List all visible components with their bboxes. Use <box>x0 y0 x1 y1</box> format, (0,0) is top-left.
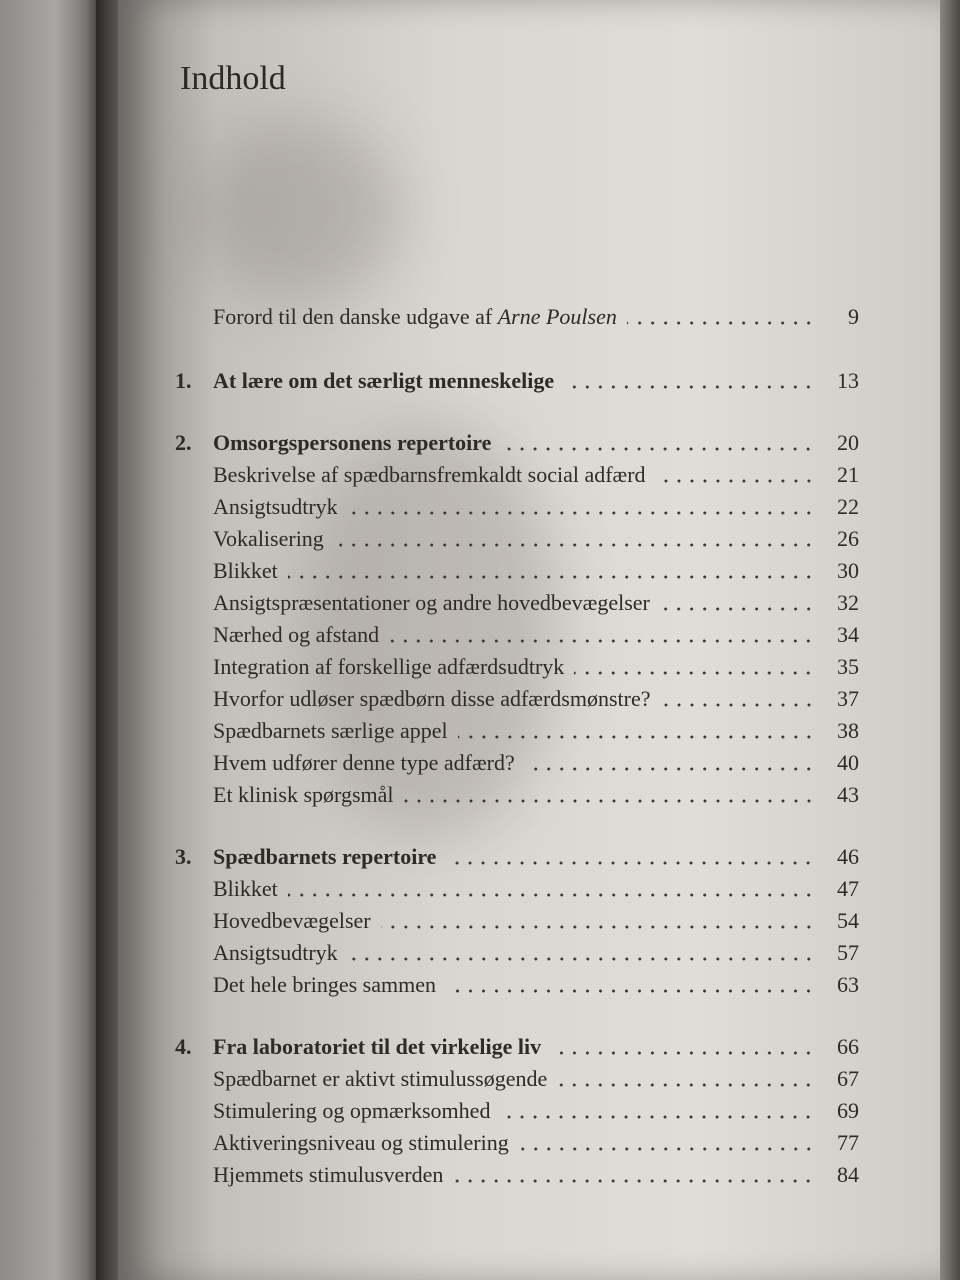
entry-title: Integration af forskellige adfærdsudtryk <box>213 654 565 679</box>
dot-leader <box>288 892 815 898</box>
entry-title: Ansigtsudtryk <box>213 940 338 965</box>
page-number: 38 <box>837 718 859 743</box>
toc-entry <box>213 684 859 714</box>
entry-title: Aktiveringsniveau og stimulering <box>213 1130 509 1155</box>
page-number: 21 <box>837 462 859 487</box>
toc-entry <box>213 302 859 332</box>
entry-title: Forord til den danske udgave af Arne Poulsen <box>213 304 617 329</box>
entry-title: Hvorfor udløser spædbørn disse adfærdsmønstre? <box>213 686 651 711</box>
entry-title: Ansigtsudtryk <box>213 494 338 519</box>
dot-leader <box>446 988 815 994</box>
dot-leader <box>453 1178 815 1184</box>
toc-entry <box>213 588 859 618</box>
entry-title: Hjemmets stimulusverden <box>213 1162 444 1187</box>
dot-leader <box>348 956 815 962</box>
page-number: 37 <box>837 686 859 711</box>
toc-entry <box>213 492 859 522</box>
entry-title: Spædbarnets repertoire <box>213 844 437 869</box>
dot-leader <box>656 478 815 484</box>
dot-leader <box>627 320 815 326</box>
page-number: 32 <box>837 590 859 615</box>
toc-entry <box>213 460 859 490</box>
page-number: 40 <box>837 750 859 775</box>
page-number: 47 <box>837 876 859 901</box>
dot-leader <box>288 574 815 580</box>
chapter-number: 3. <box>175 844 192 869</box>
dot-leader <box>525 766 815 772</box>
dot-leader <box>519 1146 815 1152</box>
dot-leader <box>404 798 816 804</box>
chapter-number: 4. <box>175 1034 192 1059</box>
dot-leader <box>389 638 815 644</box>
toc-entry <box>213 906 859 936</box>
page-number: 22 <box>837 494 859 519</box>
entry-title: Spædbarnets særlige appel <box>213 718 448 743</box>
page-number: 67 <box>837 1066 859 1091</box>
page-number: 30 <box>837 558 859 583</box>
toc-entry <box>213 716 859 746</box>
dot-leader <box>500 1114 815 1120</box>
page-number: 34 <box>837 622 859 647</box>
page-number: 13 <box>837 368 859 393</box>
page-number: 54 <box>837 908 859 933</box>
page-number: 66 <box>837 1034 859 1059</box>
page-number: 84 <box>837 1162 859 1187</box>
entry-title: Et klinisk spørgsmål <box>213 782 394 807</box>
dot-leader <box>564 384 815 390</box>
entry-title: Hovedbevægelser <box>213 908 371 933</box>
dot-leader <box>348 510 815 516</box>
chapter-number: 2. <box>175 430 192 455</box>
entry-title: Fra laboratoriet til det virkelige liv <box>213 1034 542 1059</box>
toc-entry <box>213 1096 859 1126</box>
entry-title: At lære om det særligt menneskelige <box>213 368 555 393</box>
toc-entry <box>213 1160 859 1190</box>
dot-leader <box>381 924 815 930</box>
dot-leader <box>574 670 815 676</box>
toc-entry <box>213 970 859 1000</box>
entry-title: Det hele bringes sammen <box>213 972 436 997</box>
toc-entry <box>213 524 859 554</box>
page-title: Indhold <box>180 60 286 97</box>
page-number: 26 <box>837 526 859 551</box>
toc-chapter <box>175 366 859 396</box>
toc-entry <box>213 780 859 810</box>
entry-title: Spædbarnet er aktivt stimulussøgende <box>213 1066 548 1091</box>
dot-leader <box>661 702 816 708</box>
entry-title: Vokalisering <box>213 526 324 551</box>
page-number: 77 <box>837 1130 859 1155</box>
page-number: 20 <box>837 430 859 455</box>
toc-entry <box>213 556 859 586</box>
entry-title: Stimulering og opmærksomhed <box>213 1098 491 1123</box>
dot-leader <box>334 542 815 548</box>
entry-title: Ansigtspræsentationer og andre hovedbevægelser <box>213 590 650 615</box>
entry-title: Hvem udfører denne type adfærd? <box>213 750 515 775</box>
dot-leader <box>458 734 815 740</box>
toc-chapter <box>175 1032 859 1062</box>
toc-entry <box>213 1064 859 1094</box>
page-number: 46 <box>837 844 859 869</box>
page-number: 63 <box>837 972 859 997</box>
page-number: 69 <box>837 1098 859 1123</box>
author-name: Arne Poulsen <box>497 304 617 329</box>
toc-entry <box>213 874 859 904</box>
dot-leader <box>551 1050 815 1056</box>
toc-entry <box>213 620 859 650</box>
toc-chapter <box>175 428 859 458</box>
dot-leader <box>501 446 815 452</box>
toc-entry <box>213 748 859 778</box>
toc-entry <box>213 1128 859 1158</box>
entry-title: Beskrivelse af spædbarnsfremkaldt social adfærd <box>213 462 646 487</box>
entry-title: Blikket <box>213 876 278 901</box>
page-number: 57 <box>837 940 859 965</box>
dot-leader <box>660 606 815 612</box>
entry-title: Omsorgspersonens repertoire <box>213 430 492 455</box>
entry-title: Nærhed og afstand <box>213 622 380 647</box>
toc-entry <box>213 938 859 968</box>
toc-entry <box>213 652 859 682</box>
page-number: 43 <box>837 782 859 807</box>
dot-leader <box>446 860 815 866</box>
entry-title: Blikket <box>213 558 278 583</box>
toc-chapter <box>175 842 859 872</box>
chapter-number: 1. <box>175 368 192 393</box>
page-number: 35 <box>837 654 859 679</box>
page-number: 9 <box>848 304 859 329</box>
dot-leader <box>557 1082 815 1088</box>
